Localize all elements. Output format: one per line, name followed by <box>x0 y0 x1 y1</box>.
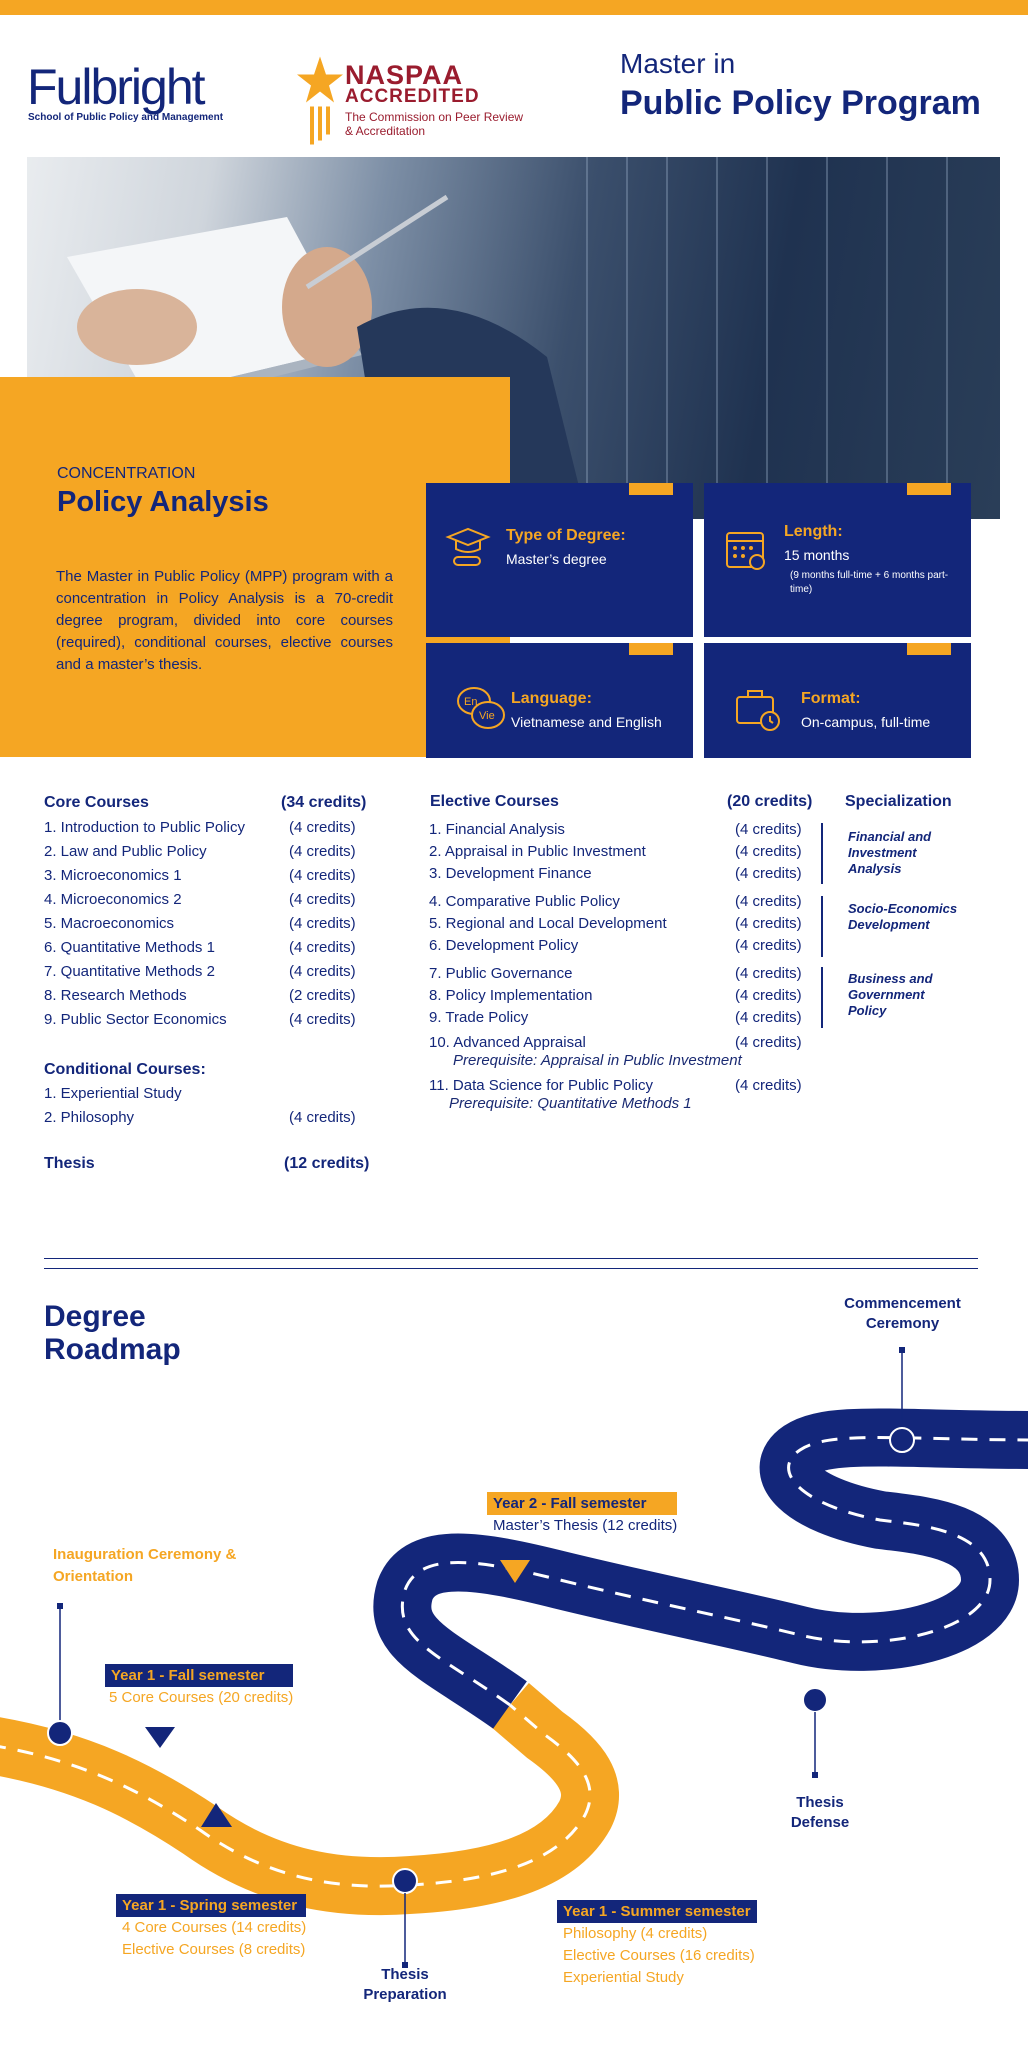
y1-summer-text-1: Philosophy (4 credits) <box>563 1925 708 1942</box>
core-course-row <box>44 843 374 863</box>
thesis-credits: (12 credits) <box>284 1155 370 1172</box>
card-length-value: 15 months <box>784 547 850 563</box>
concentration-description: The Master in Public Policy (MPP) program with a concentration in Policy Analysis is a 70-credit degree program, divided into core courses (required), conditional courses, elective courses and a master’s thesis. <box>56 568 393 673</box>
y1-spring-text-2: Elective Courses (8 credits) <box>122 1941 306 1958</box>
course-name: 4. Comparative Public Policy <box>429 893 620 910</box>
section-divider <box>44 1268 978 1269</box>
naspaa-star-icon <box>296 52 344 147</box>
y1-summer-text-2: Elective Courses (16 credits) <box>563 1947 755 1964</box>
course-name: 3. Development Finance <box>429 865 592 882</box>
course-credits: (4 credits) <box>735 1009 802 1026</box>
calendar-icon <box>724 527 770 573</box>
course-credits: (4 credits) <box>735 987 802 1004</box>
course-credits: (4 credits) <box>735 915 802 932</box>
course-credits: (4 credits) <box>735 937 802 954</box>
y1-fall-tag: Year 1 - Fall semester <box>105 1664 293 1687</box>
naspaa-commission: The Commission on Peer Review & Accreditation <box>345 110 524 138</box>
fulbright-logo: Fulbright <box>27 59 204 115</box>
elective-course-row <box>429 937 819 957</box>
y2-fall-tag: Year 2 - Fall semester <box>487 1492 677 1515</box>
naspaa-title: NASPAA <box>345 60 464 90</box>
y1-spring-text-1: 4 Core Courses (14 credits) <box>122 1919 307 1936</box>
card-format-label: Format: <box>801 690 861 707</box>
top-accent-bar <box>0 0 1028 15</box>
marker-thesis-preparation <box>393 1869 417 1968</box>
card-language-value: Vietnamese and English <box>511 714 662 730</box>
course-credits: (4 credits) <box>289 963 356 980</box>
specialization-divider <box>821 823 823 884</box>
course-name: 6. Quantitative Methods 1 <box>44 939 215 956</box>
course-credits: (2 credits) <box>289 987 356 1004</box>
program-title-line2: Public Policy Program <box>620 84 981 122</box>
core-courses-credits: (34 credits) <box>281 794 367 811</box>
course-name: 6. Development Policy <box>429 937 579 954</box>
course-credits: (4 credits) <box>289 843 356 860</box>
pointer-down-icon <box>145 1727 175 1748</box>
core-course-row <box>44 963 374 983</box>
marker-thesis-defense <box>803 1688 827 1778</box>
course-name: 7. Public Governance <box>429 965 573 982</box>
core-course-row <box>44 867 374 887</box>
course-credits: (4 credits) <box>735 821 802 838</box>
card-degree <box>426 483 693 637</box>
inauguration-label: Inauguration Ceremony & Orientation <box>53 1546 237 1585</box>
elective-course-row <box>429 865 819 885</box>
conditional-courses-title: Conditional Courses: <box>44 1061 206 1078</box>
y1-summer-block <box>557 1900 757 1989</box>
core-course-row <box>44 819 374 839</box>
y2-fall-block <box>487 1492 677 1537</box>
elective-course-row <box>429 915 819 935</box>
thesis-defense-label: Thesis Defense <box>790 1794 850 1831</box>
course-name: 1. Financial Analysis <box>429 821 565 838</box>
course-credits: (4 credits) <box>735 893 802 910</box>
elective-course-row <box>429 987 819 1007</box>
language-icon <box>454 681 510 735</box>
course-name: 2. Appraisal in Public Investment <box>429 843 646 860</box>
elective-courses-title: Elective Courses <box>430 793 559 810</box>
course-credits: (4 credits) <box>735 865 802 882</box>
elective-course-row <box>429 1034 819 1054</box>
conditional-course-row <box>44 1109 374 1129</box>
course-name: 8. Policy Implementation <box>429 987 593 1004</box>
course-credits: (4 credits) <box>289 1109 356 1126</box>
card-language <box>426 643 693 758</box>
briefcase-clock-icon <box>734 685 784 735</box>
pointer-down-icon <box>500 1560 530 1583</box>
thesis-title: Thesis <box>44 1155 95 1172</box>
elective-courses-credits: (20 credits) <box>727 793 813 810</box>
card-length <box>704 483 971 637</box>
course-credits: (4 credits) <box>735 1034 802 1051</box>
elective-course-row <box>429 1077 819 1097</box>
elective-course-row <box>429 843 819 863</box>
naspaa-accredited: ACCREDITED <box>345 86 480 107</box>
card-degree-label: Type of Degree: <box>506 527 626 544</box>
card-length-sub: (9 months full-time + 6 months part-time) <box>790 570 949 595</box>
course-name: 1. Experiential Study <box>44 1085 182 1102</box>
language-icon-en: En <box>464 696 478 708</box>
card-tab <box>629 643 673 655</box>
card-tab <box>907 643 951 655</box>
concentration-label: CONCENTRATION <box>57 465 196 482</box>
program-title-line1: Master in <box>620 48 736 79</box>
core-course-row <box>44 939 374 959</box>
specialization-item: Business and Government Policy <box>848 971 933 1018</box>
course-name: 9. Public Sector Economics <box>44 1011 227 1028</box>
y1-fall-block <box>105 1664 293 1709</box>
specialization-divider <box>821 896 823 957</box>
course-name: 2. Philosophy <box>44 1109 135 1126</box>
specialization-item: Socio-Economics Development <box>848 901 958 932</box>
y1-summer-text-3: Experiential Study <box>563 1969 684 1986</box>
core-courses-title: Core Courses <box>44 794 149 811</box>
core-course-row <box>44 987 374 1007</box>
specialization-divider <box>821 967 823 1028</box>
fulbright-logo-subtitle: School of Public Policy and Management <box>28 112 224 123</box>
elective-course-row <box>429 1009 819 1029</box>
concentration-title: Policy Analysis <box>57 486 269 518</box>
course-credits: (4 credits) <box>289 939 356 956</box>
roadmap-title-line2: Roadmap <box>44 1333 181 1366</box>
course-name: 11. Data Science for Public Policy <box>429 1077 653 1094</box>
pointer-up-icon <box>201 1803 232 1827</box>
section-divider <box>44 1258 978 1259</box>
conditional-course-row <box>44 1085 374 1105</box>
y1-fall-text: 5 Core Courses (20 credits) <box>109 1689 294 1706</box>
course-credits: (4 credits) <box>289 915 356 932</box>
core-course-row <box>44 915 374 935</box>
card-tab <box>629 483 673 495</box>
course-name: 5. Regional and Local Development <box>429 915 667 932</box>
roadmap-title-line1: Degree <box>44 1300 146 1333</box>
course-name: 2. Law and Public Policy <box>44 843 207 860</box>
commencement-label: Commencement Ceremony <box>844 1295 961 1332</box>
y2-fall-text: Master’s Thesis (12 credits) <box>493 1517 678 1534</box>
card-format-value: On-campus, full-time <box>801 714 931 730</box>
elective-course-row <box>429 821 819 841</box>
core-course-row <box>44 1011 374 1031</box>
specialization-title: Specialization <box>845 793 952 810</box>
course-credits: (4 credits) <box>289 1011 356 1028</box>
card-tab <box>907 483 951 495</box>
core-course-row <box>44 891 374 911</box>
card-length-label: Length: <box>784 523 843 540</box>
y1-spring-block <box>116 1894 306 1961</box>
course-credits: (4 credits) <box>735 965 802 982</box>
course-name: 7. Quantitative Methods 2 <box>44 963 215 980</box>
y1-summer-tag: Year 1 - Summer semester <box>557 1900 757 1923</box>
card-format <box>704 643 971 758</box>
prerequisite-note: Prerequisite: Appraisal in Public Investment <box>453 1052 742 1069</box>
course-name: 5. Macroeconomics <box>44 915 175 932</box>
course-name: 4. Microeconomics 2 <box>44 891 182 908</box>
card-degree-value: Master’s degree <box>506 551 607 567</box>
card-language-label: Language: <box>511 690 592 707</box>
course-name: 9. Trade Policy <box>429 1009 529 1026</box>
course-name: 10. Advanced Appraisal <box>429 1034 586 1051</box>
course-name: 8. Research Methods <box>44 987 187 1004</box>
language-icon-vie: Vie <box>479 710 495 722</box>
marker-inauguration <box>48 1603 72 1745</box>
thesis-preparation-label: Thesis Preparation <box>363 1966 447 2003</box>
course-name: 3. Microeconomics 1 <box>44 867 182 884</box>
course-credits: (4 credits) <box>735 1077 802 1094</box>
course-credits: (4 credits) <box>735 843 802 860</box>
elective-course-row <box>429 965 819 985</box>
specialization-item: Financial and Investment Analysis <box>848 829 932 876</box>
y1-spring-tag: Year 1 - Spring semester <box>116 1894 306 1917</box>
graduation-cap-icon <box>444 523 492 571</box>
course-credits: (4 credits) <box>289 819 356 836</box>
course-name: 1. Introduction to Public Policy <box>44 819 245 836</box>
course-credits: (4 credits) <box>289 867 356 884</box>
prerequisite-note: Prerequisite: Quantitative Methods 1 <box>449 1095 692 1112</box>
marker-commencement <box>890 1347 914 1452</box>
elective-course-row <box>429 893 819 913</box>
course-credits: (4 credits) <box>289 891 356 908</box>
